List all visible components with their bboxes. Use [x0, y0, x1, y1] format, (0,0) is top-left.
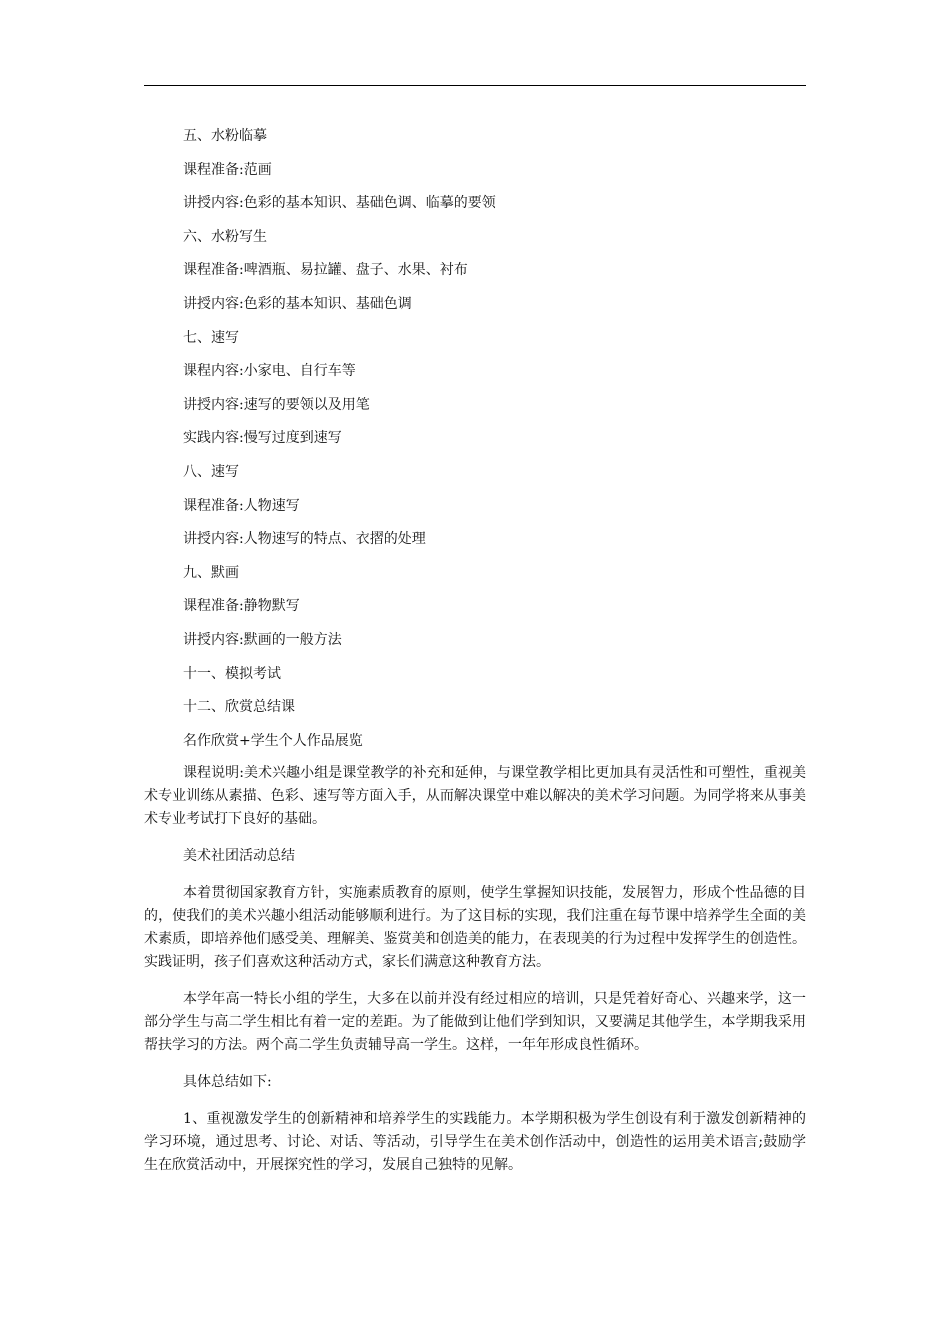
summary-point-1: 1、重视激发学生的创新精神和培养学生的实践能力。本学期积极为学生创设有利于激发创新精神的学习环境，通过思考、讨论、对话、等活动，引导学生在美术创作活动中，创造性的运用美术语言;鼓励学生在欣赏活动中，开展探究性的学习，发展自己独特的见解。	[144, 1111, 806, 1173]
outline-heading-9: 九、默画	[183, 564, 239, 581]
body-paragraph: 本着贯彻国家教育方针，实施素质教育的原则，使学生掌握知识技能，发展智力，形成个性品德的目的，使我们的美术兴趣小组活动能够顺利进行。为了这目标的实现，我们注重在每节课中培养学生全面的美术素质，即培养他们感受美、理解美、鉴赏美和创造美的能力，在表现美的行为过程中发挥学生的创造性。实践证明，孩子们喜欢这种活动方式，家长们满意这种教育方法。	[144, 885, 806, 970]
summary-intro: 具体总结如下:	[183, 1074, 272, 1090]
outline-heading-12: 十二、欣赏总结课	[183, 699, 295, 716]
section-title: 美术社团活动总结	[183, 848, 295, 864]
outline-line: 课程准备:人物速写	[183, 497, 300, 514]
outline-line: 讲授内容:默画的一般方法	[183, 631, 342, 648]
outline-line: 课程准备:静物默写	[183, 598, 300, 615]
outline-heading-7: 七、速写	[183, 329, 239, 346]
outline-heading-11: 十一、模拟考试	[183, 665, 281, 682]
outline-heading-5: 五、水粉临摹	[183, 128, 267, 144]
outline-line: 名作欣赏+学生个人作品展览	[183, 732, 363, 749]
body-paragraph: 本学年高一特长小组的学生，大多在以前并没有经过相应的培训，只是凭着好奇心、兴趣来学，这一部分学生与高二学生相比有着一定的差距。为了能做到让他们学到知识，又要满足其他学生，本学期我采用帮扶学习的方法。两个高二学生负责辅导高一学生。这样，一年年形成良性循环。	[144, 991, 806, 1053]
header-rule	[144, 85, 806, 86]
outline-line: 讲授内容:速写的要领以及用笔	[183, 396, 370, 413]
outline-line: 实践内容:慢写过度到速写	[183, 430, 342, 447]
outline-line: 讲授内容:色彩的基本知识、基础色调	[183, 295, 412, 312]
outline-line: 课程准备:啤酒瓶、易拉罐、盘子、水果、衬布	[183, 262, 468, 279]
outline-heading-8: 八、速写	[183, 463, 239, 480]
outline-line: 课程内容:小家电、自行车等	[183, 363, 356, 380]
course-description-paragraph: 课程说明:美术兴趣小组是课堂教学的补充和延伸，与课堂教学相比更加具有灵活性和可塑性，重视美术专业训练从素描、色彩、速写等方面入手，从而解决课堂中难以解决的美术学习问题。为同学将来从事美术专业考试打下良好的基础。	[144, 765, 806, 827]
outline-line: 课程准备:范画	[183, 161, 272, 178]
outline-line: 讲授内容:色彩的基本知识、基础色调、临摹的要领	[183, 195, 496, 212]
summary-section	[144, 762, 806, 1191]
outline-heading-6: 六、水粉写生	[183, 228, 267, 245]
outline-line: 讲授内容:人物速写的特点、衣摺的处理	[183, 531, 426, 548]
course-outline	[183, 126, 806, 764]
